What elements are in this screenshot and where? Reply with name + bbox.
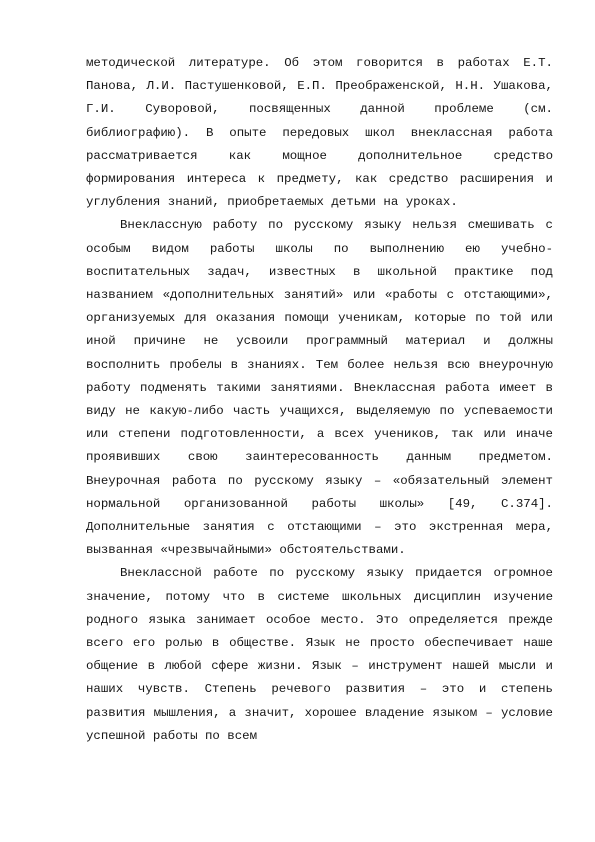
paragraph-3: Внеклассной работе по русскому языку придается огромное значение, потому что в системе школьных дисциплин изучение родного языка занимает особое место. Это определяется прежде всего его ролью в обществе. Язык не просто обеспечивает наше общение в любой сфере жизни. Язык – инструмент нашей мысли и наших чувств. Степень речевого развития – это и степень развития мышления, а значит, хорошее владение языком – условие успешной работы по всем bbox=[86, 566, 553, 743]
paragraph-2: Внеклассную работу по русскому языку нельзя смешивать с особым видом работы школы по выполнению ею учебно-воспитательных задач, известных в школьной практике под названием «дополнительных занятий» или «работы с отстающими», организуемых для оказания помощи ученикам, которые по той или иной причине не усвоили программный материал и должны восполнить пробелы в знаниях. Тем более нельзя всю внеурочную работу подменять такими занятиями. Внеклассная работа имеет в виду не какую-либо часть учащихся, выделяемую по успеваемости или степени подготовленности, а всех учеников, так или иначе проявивших свою заинтересованность данным предметом. Внеурочная работа по русскому языку – «обязательный элемент нормальной организованной работы школы» [49, С.374]. Дополнительные занятия с отстающими – это экстренная мера, вызванная «чрезвычайными» обстоятельствами. bbox=[86, 218, 553, 558]
paragraph-1: методической литературе. Об этом говорится в работах Е.Т. Панова, Л.И. Пастушенковой, Е.П. Преображенской, Н.Н. Ушакова, Г.И. Суворовой, посвященных данной проблеме (см. библиографию). В опыте передовых школ внеклассная работа рассматривается как мощное дополнительное средство формирования интереса к предмету, как средство расширения и углубления знаний, приобретаемых детьми на уроках. bbox=[86, 56, 553, 210]
body-text bbox=[86, 52, 553, 748]
